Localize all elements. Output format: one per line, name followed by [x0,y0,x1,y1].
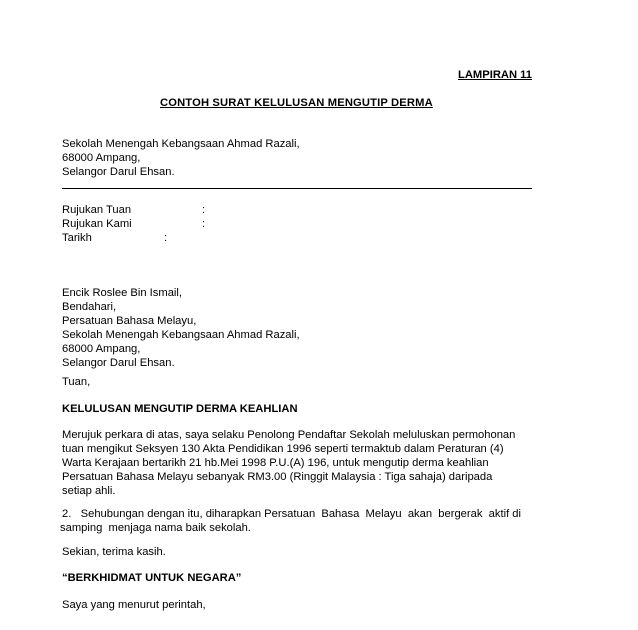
paragraph-line: Warta Kerajaan bertarikh 21 hb.Mei 1998 P.U.(A) 196, untuk mengutip derma keahlian [62,457,489,469]
paragraph-line: setiap ahli. [62,485,116,497]
paragraph-line: 2. Sehubungan dengan itu, diharapkan Persatuan Bahasa Melayu akan bergerak aktif di [62,508,521,520]
paragraph-line: Persatuan Bahasa Melayu sebanyak RM3.00 (Ringgit Malaysia : Tiga sahaja) daripada [62,471,493,483]
salutation: Tuan, [62,376,91,388]
sign-off: Saya yang menurut perintah, [62,599,206,611]
rujukan-kami-label: Rujukan Kami [62,218,132,230]
attachment-label: LAMPIRAN 11 [458,69,532,81]
tarikh-colon: : [164,232,168,244]
sender-line: 68000 Ampang, [62,152,141,164]
recipient-line: Selangor Darul Ehsan. [62,357,175,369]
recipient-line: Sekolah Menengah Kebangsaan Ahmad Razali, [62,329,300,341]
recipient-line: 68000 Ampang, [62,343,141,355]
subject-heading: KELULUSAN MENGUTIP DERMA KEAHLIAN [62,403,298,415]
rujukan-tuan-label: Rujukan Tuan [62,204,132,216]
paragraph-line: tuan mengikut Seksyen 130 Akta Pendidikan 1996 seperti termaktub dalam Peraturan (4) [62,443,504,455]
paragraph-line: Merujuk perkara di atas, saya selaku Penolong Pendaftar Sekolah meluluskan permohonan [62,429,516,441]
recipient-line: Bendahari, [62,301,117,313]
motto: “BERKHIDMAT UNTUK NEGARA” [62,572,242,584]
rujukan-tuan-colon: : [202,204,206,216]
sender-line: Selangor Darul Ehsan. [62,166,175,178]
divider-line [62,188,532,189]
recipient-line: Encik Roslee Bin Ismail, [62,287,182,299]
tarikh-label: Tarikh [62,232,92,244]
recipient-line: Persatuan Bahasa Melayu, [62,315,197,327]
rujukan-kami-colon: : [202,218,206,230]
letter-title: CONTOH SURAT KELULUSAN MENGUTIP DERMA [160,97,433,109]
sender-line: Sekolah Menengah Kebangsaan Ahmad Razali, [62,138,300,150]
closing-text: Sekian, terima kasih. [62,546,166,558]
paragraph-line: samping menjaga nama baik sekolah. [60,522,251,534]
